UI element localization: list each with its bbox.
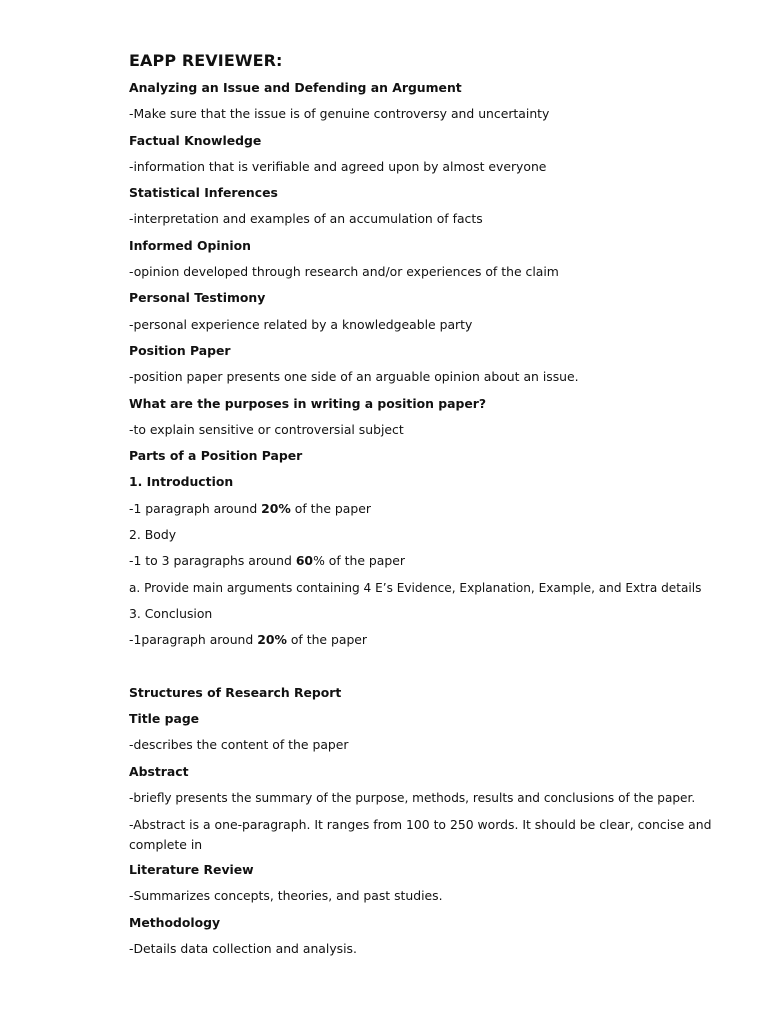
heading-conclusion: 3. Conclusion — [129, 605, 213, 621]
heading-title-page: Title page — [129, 711, 200, 727]
text-abstract-1: -briefly presents the summary of the purpose, methods, results and conclusions of the paper. — [129, 791, 696, 806]
heading-literature-review: Literature Review — [129, 862, 254, 878]
text-body-sub: a. Provide main arguments containing 4 E’s Evidence, Explanation, Example, and Extra details — [129, 580, 702, 595]
heading-structures-research-report: Structures of Research Report — [129, 684, 342, 700]
heading-abstract: Abstract — [129, 763, 189, 779]
text-position-paper: -position paper presents one side of an arguable opinion about an issue. — [129, 369, 579, 385]
document-page — [129, 48, 729, 962]
text-conclusion — [129, 627, 729, 653]
text-informed-opinion: -opinion developed through research and/or experiences of the claim — [129, 264, 559, 280]
text-literature-review: -Summarizes concepts, theories, and past studies. — [129, 888, 443, 904]
document-title: EAPP REVIEWER: — [129, 51, 283, 70]
heading-purposes: What are the purposes in writing a position paper? — [129, 395, 487, 411]
text-conclusion-post: of the paper — [286, 632, 368, 648]
heading-introduction: 1. Introduction — [129, 474, 234, 490]
heading-methodology: Methodology — [129, 914, 221, 930]
heading-factual-knowledge: Factual Knowledge — [129, 132, 262, 148]
text-analyzing-issue: -Make sure that the issue is of genuine controversy and uncertainty — [129, 106, 550, 122]
heading-parts-position-paper: Parts of a Position Paper — [129, 448, 303, 464]
text-conclusion-pre: -1paragraph around — [129, 632, 258, 648]
text-introduction — [129, 496, 729, 522]
heading-analyzing-issue: Analyzing an Issue and Defending an Argument — [129, 80, 462, 95]
heading-statistical-inferences: Statistical Inferences — [129, 185, 278, 201]
text-introduction-post: of the paper — [290, 500, 371, 516]
text-methodology: -Details data collection and analysis. — [129, 941, 357, 956]
text-purposes: -to explain sensitive or controversial subject — [129, 421, 404, 437]
text-abstract-2: -Abstract is a one-paragraph. It ranges from 100 to 250 words. It should be clear, concise and complete in — [129, 817, 712, 852]
text-personal-testimony: -personal experience related by a knowledgeable party — [129, 316, 473, 332]
text-body-pre: -1 to 3 paragraphs around — [129, 553, 296, 569]
heading-position-paper: Position Paper — [129, 342, 231, 358]
heading-body: 2. Body — [129, 527, 177, 543]
text-statistical-inferences: -interpretation and examples of an accumulation of facts — [129, 211, 483, 227]
text-body — [129, 548, 729, 574]
section-spacer — [129, 654, 729, 680]
text-body-post: % of the paper — [313, 553, 405, 569]
heading-informed-opinion: Informed Opinion — [129, 237, 251, 253]
text-title-page: -describes the content of the paper — [129, 737, 349, 753]
text-introduction-percent: 20% — [261, 500, 291, 516]
text-introduction-pre: -1 paragraph around — [129, 500, 262, 516]
text-conclusion-percent: 20% — [257, 632, 287, 648]
text-factual-knowledge: -information that is verifiable and agreed upon by almost everyone — [129, 158, 547, 174]
heading-personal-testimony: Personal Testimony — [129, 290, 266, 306]
text-body-percent: 60 — [295, 553, 314, 569]
